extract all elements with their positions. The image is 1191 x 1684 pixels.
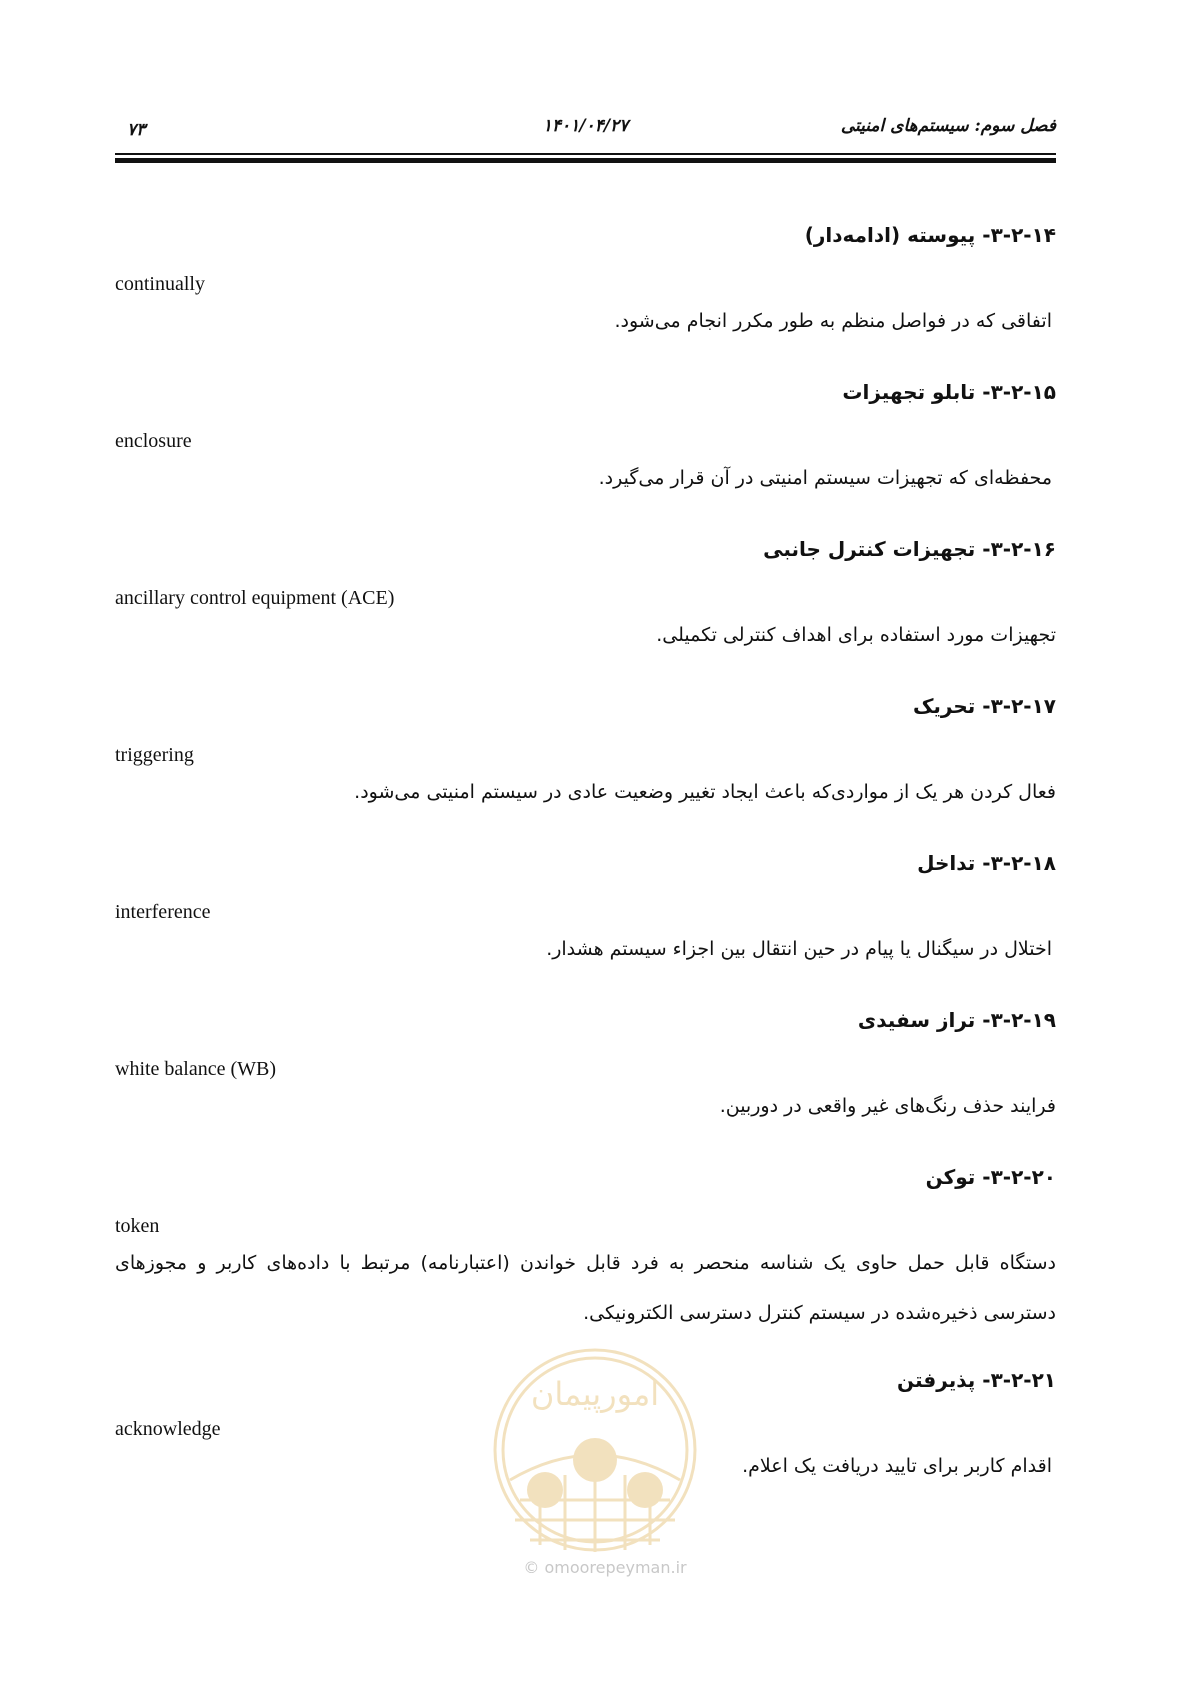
entry-term: triggering (115, 744, 194, 766)
chapter-title: فصل سوم: سیستم‌های امنیتی (840, 116, 1056, 136)
header-rule-thick (115, 158, 1056, 163)
entry-definition: فرایند حذف رنگ‌های غیر واقعی در دوربین. (719, 1095, 1056, 1117)
entry-term: enclosure (115, 430, 192, 452)
glossary-entry (115, 534, 1056, 649)
entry-term: white balance (WB) (115, 1058, 277, 1080)
watermark-url (500, 1558, 710, 1577)
entry-heading: ۳-۲-۱۷- تحریک (912, 694, 1056, 718)
entry-heading: ۳-۲-۱۹- تراز سفیدی (857, 1008, 1056, 1032)
entry-heading: ۳-۲-۱۴- پیوسته (ادامه‌دار) (804, 223, 1056, 247)
entry-definition: محفظه‌ای که تجهیزات سیستم امنیتی در آن قرار می‌گیرد. (598, 467, 1052, 489)
page-number: ۷۳ (127, 120, 146, 140)
entry-heading: ۳-۲-۲۰- توکن (925, 1165, 1056, 1189)
header-rule-thin (115, 153, 1056, 155)
glossary-entry (115, 220, 1056, 335)
entry-definition: تجهیزات مورد استفاده برای اهداف کنترلی تکمیلی. (656, 624, 1056, 646)
glossary-entry (115, 848, 1056, 963)
watermark-url-text: omoorepeyman.ir (544, 1558, 687, 1577)
entry-term: token (115, 1215, 160, 1237)
entry-definition: فعال کردن هر یک از مواردی‌که باعث ایجاد تغییر وضعیت عادی در سیستم امنیتی می‌شود. (354, 781, 1056, 803)
entry-definition: اتفاقی که در فواصل منظم به طور مکرر انجام می‌شود. (614, 310, 1052, 332)
entry-definition: اختلال در سیگنال یا پیام در حین انتقال بین اجزاء سیستم هشدار. (546, 938, 1052, 960)
watermark-logo-text: امورپیمان (530, 1375, 660, 1413)
entry-term: acknowledge (115, 1418, 221, 1440)
entry-heading: ۳-۲-۱۶- تجهیزات کنترل جانبی (763, 537, 1056, 561)
glossary-entry (115, 377, 1056, 492)
glossary-entry (115, 691, 1056, 806)
entry-heading: ۳-۲-۱۸- تداخل (917, 851, 1056, 875)
header-date: ۱۴۰۱/۰۴/۲۷ (542, 116, 629, 136)
entry-heading: ۳-۲-۱۵- تابلو تجهیزات (842, 380, 1056, 404)
entry-term: ancillary control equipment (ACE) (115, 587, 395, 609)
entry-heading: ۳-۲-۲۱- پذیرفتن (897, 1368, 1056, 1392)
watermark-logo (480, 1330, 710, 1570)
entry-term: continually (115, 273, 205, 295)
glossary-entry (115, 1162, 1056, 1338)
entry-term: interference (115, 901, 211, 923)
copyright-icon: © (523, 1558, 540, 1577)
glossary-entry (115, 1005, 1056, 1120)
entry-definition: اقدام کاربر برای تایید دریافت یک اعلام. (742, 1455, 1052, 1477)
entry-definition: دستگاه قابل حمل حاوی یک شناسه منحصر به فرد قابل خواندن (اعتبارنامه) مرتبط با داده‌های کاربر و مجوزهای دسترسی ذخیره‌شده در سیستم کنترل دسترسی الکترونیکی. (115, 1252, 1056, 1324)
page-header (115, 116, 1056, 152)
